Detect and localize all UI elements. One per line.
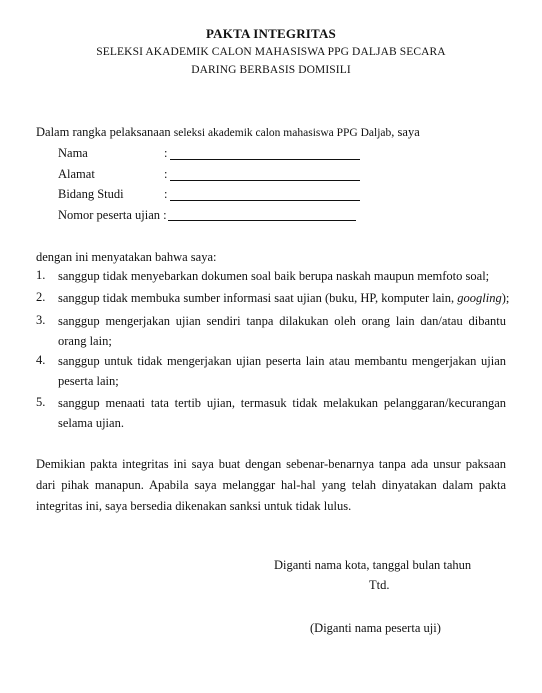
document-subtitle-line-1: SELEKSI AKADEMIK CALON MAHASISWA PPG DALJAB SECARA [96, 46, 446, 58]
list-item-text: sanggup tidak menyebarkan dokumen soal baik berupa naskah maupun memfoto soal; [58, 269, 490, 283]
field-label-nama: Nama [58, 146, 88, 160]
list-item-text-part: ); [501, 291, 510, 305]
signature-ttd: Ttd. [369, 578, 390, 592]
list-item-text-emphasis: googling [457, 291, 502, 305]
field-colon-alamat: : [164, 167, 168, 181]
list-item-number: 4. [36, 353, 46, 367]
intro-tail: , saya [391, 125, 420, 139]
document-subtitle-line-2: DARING BERBASIS DOMISILI [191, 64, 351, 76]
field-line-nomor-peserta[interactable] [168, 220, 356, 221]
field-line-bidang-studi[interactable] [170, 200, 360, 201]
list-item-number: 1. [36, 268, 46, 282]
list-item-number: 5. [36, 395, 46, 409]
signature-place-date: Diganti nama kota, tanggal bulan tahun [274, 558, 472, 572]
field-colon-bidang-studi: : [164, 187, 168, 201]
statement-lead: dengan ini menyatakan bahwa saya: [36, 250, 217, 264]
list-item-text: sanggup untuk tidak mengerjakan ujian peserta lain atau membantu mengerjakan ujian peserta lain; [58, 354, 506, 388]
list-item-text: sanggup mengerjakan ujian sendiri tanpa dilakukan oleh orang lain dan/atau dibantu orang lain; [58, 314, 506, 348]
intro-lead: Dalam rangka pelaksanaan [36, 125, 174, 139]
field-line-alamat[interactable] [170, 180, 360, 181]
intro-sentence [36, 125, 420, 140]
field-label-alamat: Alamat [58, 167, 95, 181]
signature-name: (Diganti nama peserta uji) [310, 621, 441, 635]
field-line-nama[interactable] [170, 159, 360, 160]
list-item-text: sanggup menaati tata tertib ujian, termasuk tidak melakukan pelanggaran/kecurangan selama ujian. [58, 396, 506, 430]
list-item-number: 2. [36, 290, 46, 304]
list-item-text-part: sanggup tidak membuka sumber informasi saat ujian (buku, HP, komputer lain, [58, 291, 458, 305]
closing-paragraph: Demikian pakta integritas ini saya buat dengan sebenar-benarnya tanpa ada unsur paksaan dari pihak manapun. Apabila saya melanggar hal-hal yang telah dinyatakan dalam pakta integritas ini, saya bersedia dikenakan sanksi untuk tidak lulus. [36, 457, 506, 513]
field-label-bidang-studi: Bidang Studi [58, 187, 124, 201]
document-title: PAKTA INTEGRITAS [206, 26, 336, 41]
field-colon-nama: : [164, 146, 168, 160]
field-label-nomor-peserta: Nomor peserta ujian : [58, 208, 167, 222]
list-item-number: 3. [36, 313, 46, 327]
list-item-text [58, 288, 510, 308]
intro-small-text: seleksi akademik calon mahasiswa PPG Daljab [173, 127, 392, 139]
